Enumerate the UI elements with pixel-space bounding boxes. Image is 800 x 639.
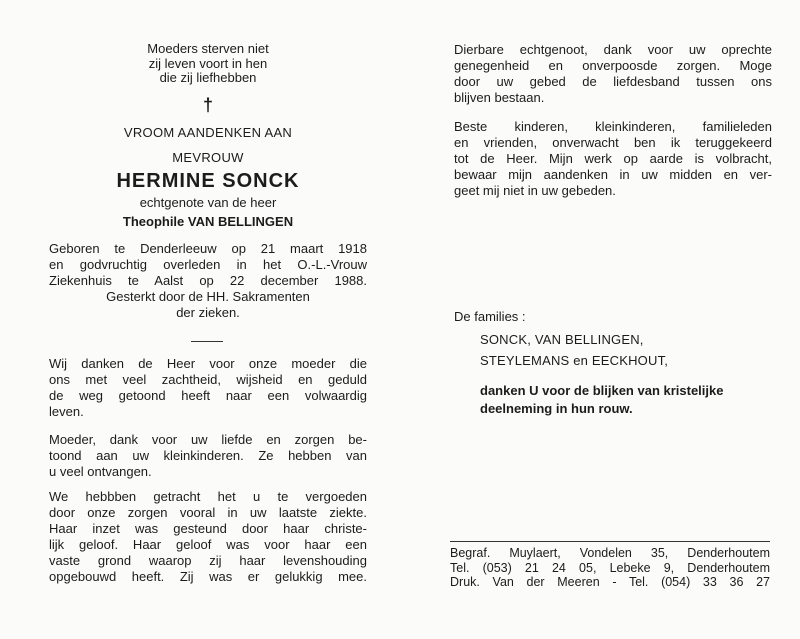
text-line: en godvruchtig overleden in het O.-L.-Vrouw: [49, 257, 367, 272]
family-names: STEYLEMANS en EECKHOUT,: [480, 353, 669, 368]
text-line: lijk geloof. Haar geloof was voor haar een: [49, 537, 367, 552]
birth-death-paragraph: [49, 241, 367, 321]
family-message: [454, 119, 772, 199]
text-line: Ziekenhuis te Aalst op 22 december 1988.: [49, 273, 367, 288]
credit-line: Druk. Van der Meeren - Tel. (054) 33 36 27: [450, 575, 770, 589]
families-label: De families :: [454, 309, 526, 324]
text-line: deelneming in hun rouw.: [480, 401, 633, 416]
text-line: We hebbben getracht het u te vergoeden: [49, 489, 367, 504]
text-line: Haar inzet was gesteund door haar christe-: [49, 521, 367, 536]
text-line: en vrienden, onverwacht ben ik teruggekeerd: [454, 135, 772, 150]
poem: [49, 42, 367, 86]
text-line: tot de Heer. Mijn werk op aarde is volbracht,: [454, 151, 772, 166]
spouse-intro: echtgenote van de heer: [139, 195, 277, 210]
credit-line: Begraf. Muylaert, Vondelen 35, Denderhoutem: [450, 546, 770, 560]
text-line: toond aan uw kleinkinderen. Ze hebben van: [49, 448, 367, 463]
printer-credits: [450, 541, 770, 590]
text-line: u veel ontvangen.: [49, 464, 152, 479]
deceased-name: HERMINE SONCK: [116, 170, 300, 192]
text-line: Wij danken de Heer voor onze moeder die: [49, 356, 367, 371]
spouse-name: Theophile VAN BELLINGEN: [122, 214, 294, 229]
text-line: vaste grond waarop zij haar levenshouding: [49, 553, 367, 568]
thanks-message: [480, 382, 770, 418]
thanks-paragraph-3: [49, 489, 367, 585]
text-line: door uw gebed de liefdesband tussen ons: [454, 74, 772, 89]
memorial-heading: VROOM AANDENKEN AAN: [123, 125, 293, 140]
poem-line: zij leven voort in hen: [148, 55, 268, 71]
text-line: door onze zorgen vooral in uw laatste ziekte.: [49, 505, 367, 520]
divider: [191, 341, 223, 342]
cross-icon: †: [202, 95, 213, 115]
text-line: opgebouwd heeft. Zij was er gelukkig mee.: [49, 569, 367, 584]
text-line: leven.: [49, 404, 84, 419]
spouse-message: [454, 42, 772, 106]
text-line: Beste kinderen, kleinkinderen, familieleden: [454, 119, 772, 134]
text-line: genegenheid en onverpoosde zorgen. Moge: [454, 58, 772, 73]
divider: [450, 541, 770, 542]
text-line: ons met veel zachtheid, wijsheid en geduld: [49, 372, 367, 387]
thanks-paragraph-2: [49, 432, 367, 480]
text-line: Gesterkt door de HH. Sakramenten: [106, 289, 310, 304]
text-line: Dierbare echtgenoot, dank voor uw oprechte: [454, 42, 772, 57]
text-line: de weg getoond heeft naar een volwaardig: [49, 388, 367, 403]
text-line: bewaar mijn aandenken in uw midden en ver-: [454, 167, 772, 182]
text-line: der zieken.: [176, 305, 240, 320]
honorific-title: MEVROUW: [172, 150, 244, 165]
credit-line: Tel. (053) 21 24 05, Lebeke 9, Denderhoutem: [450, 560, 770, 575]
poem-line: die zij liefhebben: [159, 70, 257, 85]
text-line: danken U voor de blijken van kristelijke: [480, 383, 724, 398]
text-line: blijven bestaan.: [454, 90, 545, 105]
thanks-paragraph-1: [49, 356, 367, 420]
poem-line: Moeders sterven niet: [147, 41, 269, 56]
text-line: geet mij niet in uw gebeden.: [454, 183, 616, 198]
text-line: Moeder, dank voor uw liefde en zorgen be-: [49, 432, 367, 447]
family-names: SONCK, VAN BELLINGEN,: [480, 332, 644, 347]
text-line: Geboren te Denderleeuw op 21 maart 1918: [49, 241, 367, 256]
